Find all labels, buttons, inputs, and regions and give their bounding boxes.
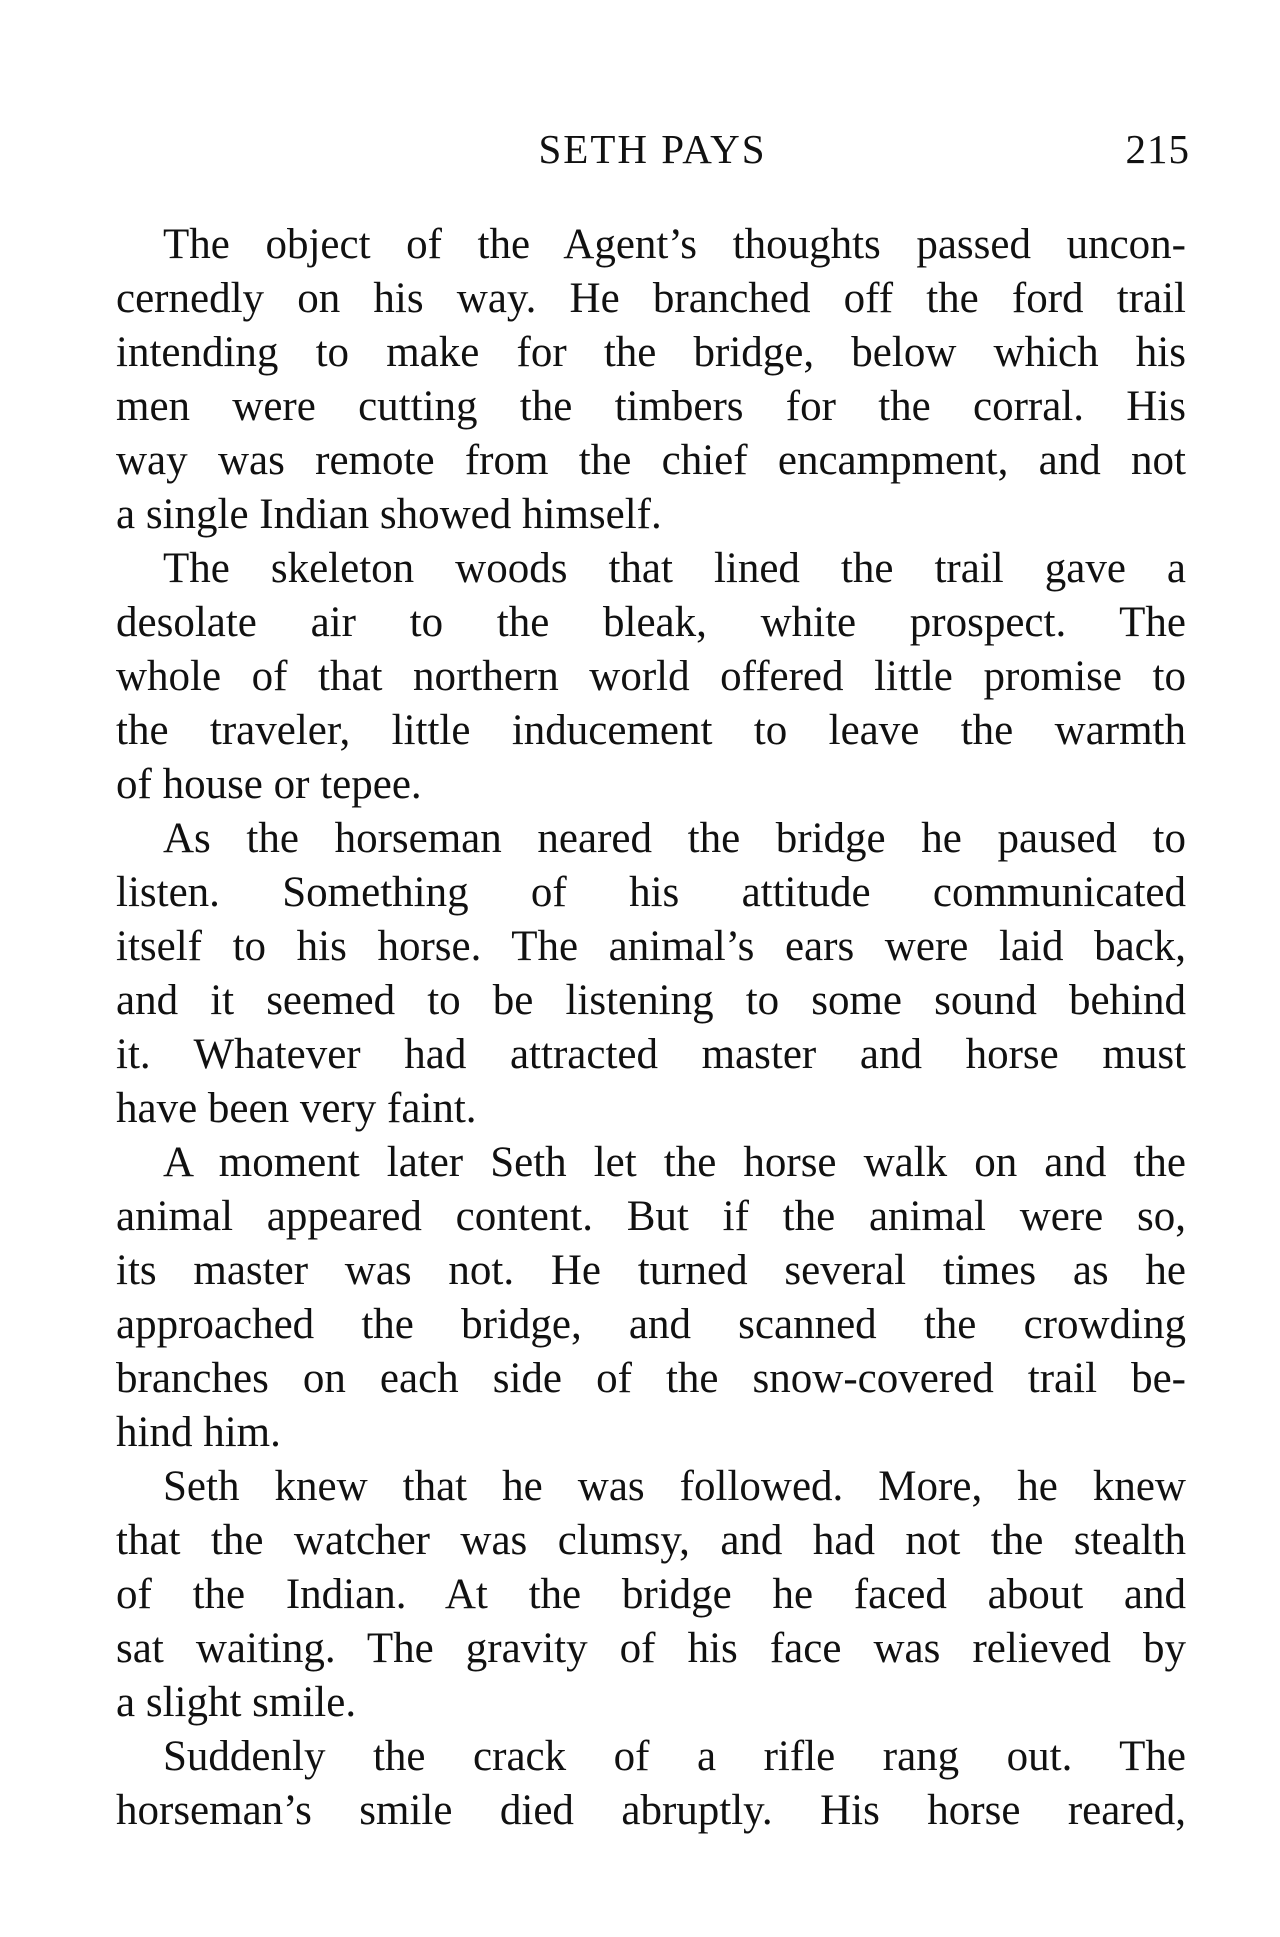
- body-text: [116, 218, 1186, 1838]
- text-line: approached the bridge, and scanned the crowding: [116, 1301, 1186, 1348]
- text-line: cernedly on his way. He branched off the ford trail: [116, 275, 1186, 322]
- text-line: its master was not. He turned several times as he: [116, 1247, 1186, 1294]
- text-line: a slight smile.: [116, 1679, 357, 1726]
- text-line: the traveler, little inducement to leave the warmth: [116, 707, 1186, 754]
- text-line: it. Whatever had attracted master and horse must: [116, 1031, 1186, 1078]
- paragraph: [116, 1460, 1186, 1730]
- text-line: horseman’s smile died abruptly. His horse reared,: [116, 1787, 1186, 1834]
- text-line: and it seemed to be listening to some sound behind: [116, 977, 1186, 1024]
- text-line: men were cutting the timbers for the corral. His: [116, 383, 1186, 430]
- text-line: itself to his horse. The animal’s ears were laid back,: [116, 923, 1186, 970]
- paragraph: [116, 1136, 1186, 1460]
- text-line: The object of the Agent’s thoughts passed uncon-: [163, 221, 1186, 268]
- paragraph: [116, 812, 1186, 1136]
- text-line: sat waiting. The gravity of his face was relieved by: [116, 1625, 1186, 1672]
- text-line: way was remote from the chief encampment, and not: [116, 437, 1186, 484]
- running-header: [115, 124, 1190, 174]
- text-line: A moment later Seth let the horse walk on and the: [163, 1139, 1186, 1186]
- text-line: The skeleton woods that lined the trail gave a: [163, 545, 1186, 592]
- paragraph: [116, 1730, 1186, 1838]
- text-line: hind him.: [116, 1409, 281, 1456]
- paragraph: [116, 218, 1186, 542]
- text-line: whole of that northern world offered little promise to: [116, 653, 1186, 700]
- text-line: branches on each side of the snow-covered trail be-: [116, 1355, 1186, 1402]
- text-line: desolate air to the bleak, white prospect. The: [116, 599, 1186, 646]
- text-line: of the Indian. At the bridge he faced about and: [116, 1571, 1186, 1618]
- text-line: of house or tepee.: [116, 761, 422, 808]
- paragraph: [116, 542, 1186, 812]
- text-line: Seth knew that he was followed. More, he knew: [163, 1463, 1186, 1510]
- running-title: SETH PAYS: [538, 126, 767, 172]
- text-line: a single Indian showed himself.: [116, 491, 662, 538]
- page-number: 215: [1125, 126, 1190, 172]
- text-line: that the watcher was clumsy, and had not the stealth: [116, 1517, 1186, 1564]
- text-line: Suddenly the crack of a rifle rang out. The: [163, 1733, 1186, 1780]
- text-line: animal appeared content. But if the animal were so,: [116, 1193, 1186, 1240]
- text-line: listen. Something of his attitude communicated: [116, 869, 1186, 916]
- text-line: intending to make for the bridge, below which his: [116, 329, 1186, 376]
- text-line: As the horseman neared the bridge he paused to: [163, 815, 1186, 862]
- text-line: have been very faint.: [116, 1085, 477, 1132]
